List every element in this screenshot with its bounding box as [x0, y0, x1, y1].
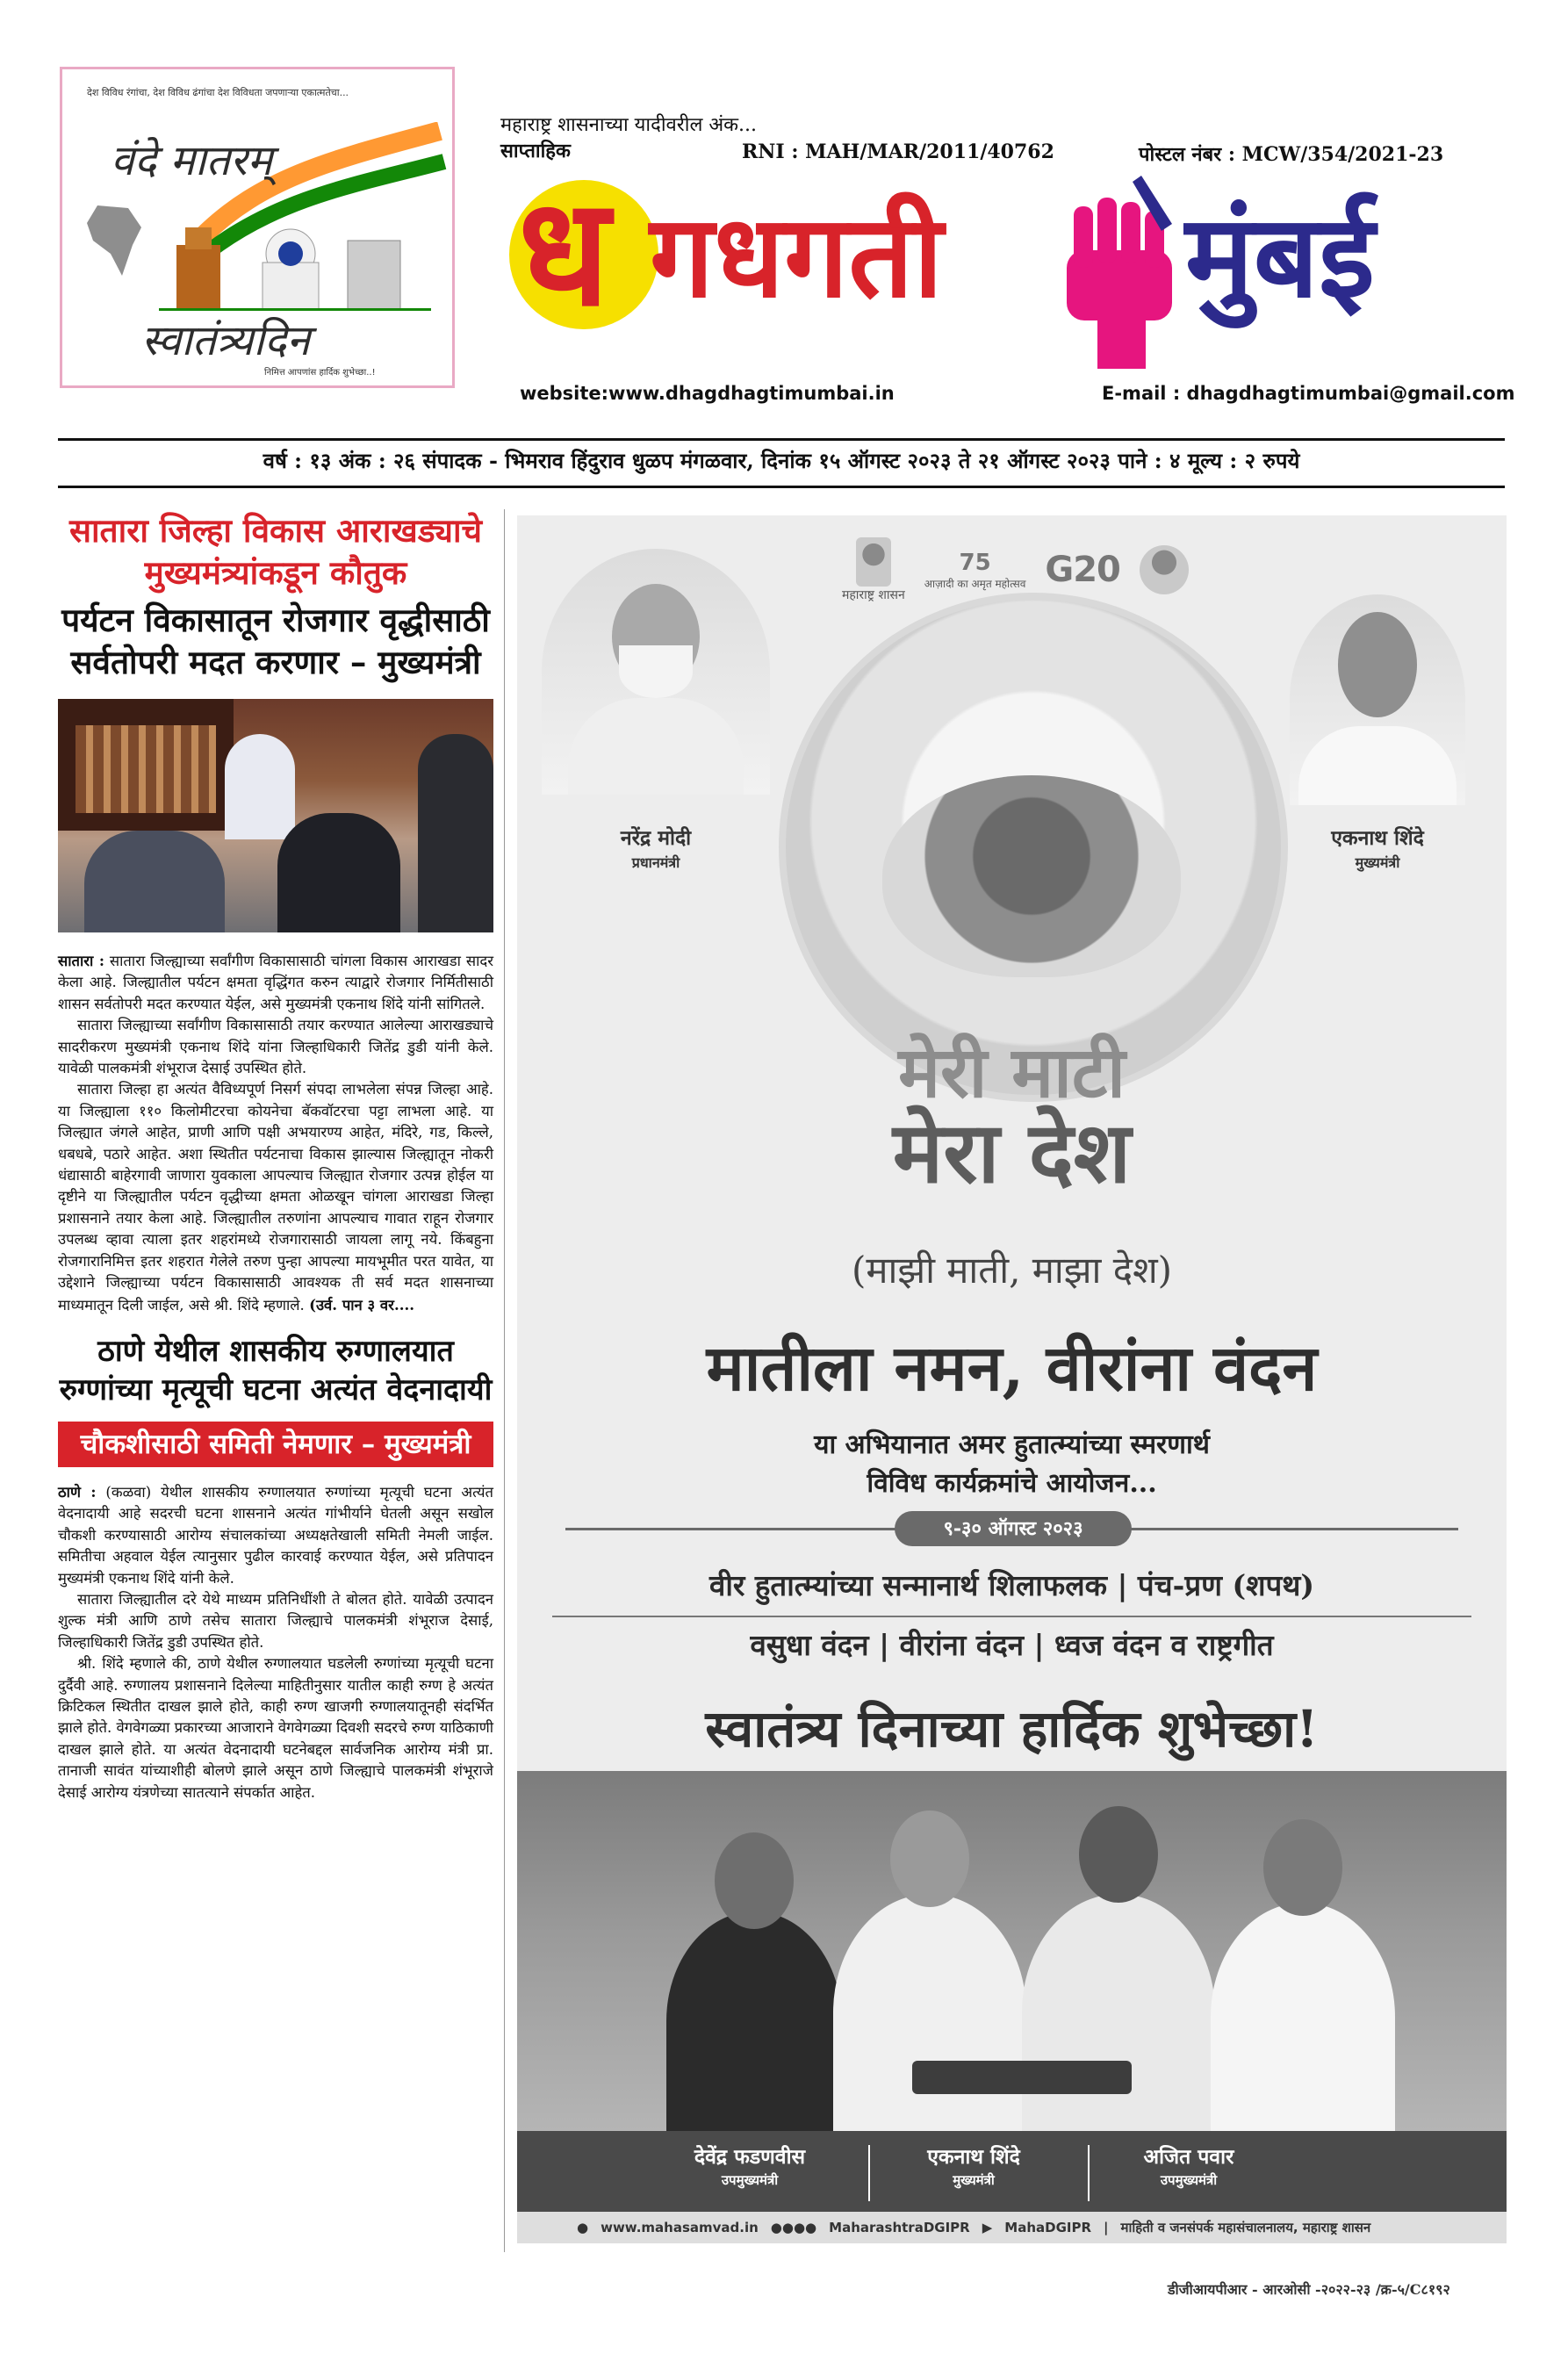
- independence-day-greeting: स्वातंत्र्य दिनाच्या हार्दिक शुभेच्छा!: [705, 1699, 1319, 1759]
- photo-person: [277, 813, 400, 932]
- campaign-desc-line1: या अभियानात अमर हुतात्म्यांच्या स्मरणार्थ: [814, 1429, 1210, 1460]
- photo-person-head: [890, 1810, 969, 1907]
- leaders-group-photo: [517, 1771, 1507, 2131]
- story2-dateline: ठाणे :: [58, 1482, 97, 1501]
- footer-social-handle-2[interactable]: MahaDGIPR: [1004, 2220, 1092, 2235]
- photo-person: [225, 734, 295, 839]
- footer-separator: |: [1104, 2220, 1109, 2235]
- leader-role: उपमुख्यमंत्री: [1160, 2172, 1218, 2188]
- leader-role: मुख्यमंत्री: [953, 2172, 995, 2188]
- story2-paragraph: श्री. शिंदे म्हणाले की, ठाणे येथील रुग्णालयात घडलेली रुग्णांच्या मृत्यूची घटना दुर्दैवी आहे. रुग्णालय प्रशासनाने दिलेल्या माहितीनुसार यातील काही रुग्ण हे अत्यंत क्रिटिकल स्थितीत दाखल झाले होते, काही रुग्ण खाजगी रुग्णालयातूनही संदर्भित झाले होते. वेगवेगळ्या प्रकारच्या आजाराने वेगवेगळ्या दिवशी सदरचे रुग्ण याठिकाणी दाखल झाले होते. या अत्यंत वेदनादायी घटनेबद्दल सार्वजनिक आरोग्य मंत्री प्रा. तानाजी सावंत यांच्याशीही बोलणे झाले असून ठाणे जिल्ह्याचे पालकमंत्री शंभूराजे देसाई आरोग्य यंत्रणेच्या सातत्याने संपर्कात आहेत.: [58, 1655, 493, 1801]
- rule: [58, 438, 1505, 441]
- leaders-names-bar: [517, 2131, 1507, 2212]
- govt-list-line: महाराष्ट्र शासनाच्या यादीवरील अंक...: [500, 114, 758, 136]
- modi-caption: [577, 823, 735, 872]
- modi-role: प्रधानमंत्री: [631, 854, 680, 871]
- program-line2: वसुधा वंदन | वीरांना वंदन | ध्वज वंदन व राष्ट्रगीत: [750, 1628, 1274, 1662]
- campaign-desc-line2: विविध कार्यक्रमांचे आयोजन...: [867, 1468, 1157, 1499]
- portrait-body: [568, 698, 744, 795]
- footer-social-handle[interactable]: MaharashtraDGIPR: [829, 2220, 970, 2235]
- fist-pen-icon: [1058, 171, 1181, 373]
- greeting-tagline: देश विविध रंगांचा, देश विविध ढंगांचा देश विविधता जपणाऱ्या एकात्मतेचा...: [87, 87, 349, 98]
- story1-paragraph: [58, 950, 493, 1015]
- modi-name: नरेंद्र मोदी: [620, 826, 692, 850]
- story1-dateline: सातारा :: [58, 952, 104, 969]
- azadi-logo: [924, 550, 1026, 591]
- logo-mumbai: मुंबई: [1185, 189, 1375, 323]
- logo-dha-letter: ध: [518, 164, 610, 340]
- portrait-head: [1338, 612, 1417, 717]
- hands-with-soil: [882, 775, 1181, 977]
- website-link[interactable]: website:www.dhagdhagtimumbai.in: [520, 383, 895, 404]
- photo-person: [1022, 1894, 1215, 2131]
- ad-release-code: डीजीआयपीआर - आरओसी -२०२२-२३ /क्र-५/C८१९२: [1168, 2281, 1450, 2298]
- program-divider: [552, 1616, 1471, 1617]
- story1-paragraph-text: सातारा जिल्ह्याच्या सर्वांगीण विकासासाठी चांगला विकास आराखडा सादर केला आहे. जिल्ह्यातील पर्यटन क्षमता वृद्धिंगत करुन त्याद्वारे रोजगार निर्मितीसाठी शासन सर्वतोपरी मदत करण्यात येईल, असे मुख्यमंत्री एकनाथ शिंदे यांनी सांगितले.: [58, 953, 493, 1012]
- left-news-column: [58, 509, 493, 1803]
- program-line1: वीर हुतात्म्यांच्या सन्मानार्थ शिलाफलक | पंच-प्रण (शपथ): [709, 1568, 1314, 1602]
- photo-person: [666, 1911, 842, 2131]
- maharashtra-emblem: [842, 537, 905, 603]
- india-map-icon: [80, 201, 150, 280]
- names-separator: [1088, 2145, 1090, 2201]
- issue-info-bar: वर्ष : १३ अंक : २६ संपादक - भिमराव हिंदुराव धुळप मंगळवार, दिनांक १५ ऑगस्ट २०२३ ते २१ ऑगस्ट २०२३ पाने : ४ मूल्य : २ रुपये: [263, 448, 1300, 473]
- g20-logo: [1045, 550, 1120, 590]
- leader-caption: [881, 2142, 1066, 2189]
- monuments-illustration: [159, 214, 431, 311]
- leader-caption: [1101, 2142, 1277, 2189]
- g20-text: G20: [1045, 550, 1120, 590]
- ad-footer-strip: [517, 2212, 1507, 2243]
- emblem-label: महाराष्ट्र शासन: [842, 587, 905, 602]
- independence-day-greeting-ad: [60, 67, 455, 388]
- story2-headline: ठाणे येथील शासकीय रुग्णालयात रुग्णांच्या मृत्यूची घटना अत्यंत वेदनादायी: [59, 1333, 493, 1407]
- campaign-date-pill: ९-३० ऑगस्ट २०२३: [895, 1511, 1132, 1546]
- seal-icon: [1140, 545, 1189, 594]
- campaign-title-line2: मेरा देश: [892, 1103, 1132, 1202]
- campaign-title-line1: मेरी माटी: [898, 1031, 1126, 1113]
- photo-person: [84, 831, 225, 932]
- soil-in-hands-image: [779, 593, 1288, 1102]
- leader-name: देवेंद्र फडणवीस: [694, 2145, 806, 2169]
- modi-portrait: [542, 549, 770, 795]
- emblem-icon: [856, 537, 891, 587]
- story2-banner: चौकशीसाठी समिती नेमणार – मुख्यमंत्री: [58, 1422, 493, 1467]
- swatantryadin-text: स्वातंत्र्यदिन: [141, 316, 311, 365]
- photo-shelf: [76, 725, 216, 813]
- portrait-beard: [619, 645, 693, 698]
- leader-caption: [653, 2142, 846, 2189]
- campaign-marathi-title: (माझी माती, माझा देश): [851, 1249, 1173, 1292]
- azadi-number: 75: [959, 549, 991, 576]
- greeting-wish-text: निमित्त आपणांस हार्दिक शुभेच्छा..!: [264, 368, 376, 378]
- photo-person-head: [715, 1832, 794, 1929]
- logo-dhagdhagti: गधगती: [650, 189, 944, 323]
- story1-paragraph: [58, 1079, 493, 1315]
- leader-name: अजित पवार: [1143, 2145, 1234, 2169]
- photo-person: [1211, 1903, 1395, 2131]
- shinde-caption: [1290, 823, 1465, 872]
- story1-headline-black: पर्यटन विकासातून रोजगार वृद्धीसाठी सर्वतोपरी मदत करणार – मुख्यमंत्री: [61, 601, 490, 681]
- train-model: [912, 2061, 1132, 2094]
- story1-headline-red: सातारा जिल्हा विकास आराखड्याचे मुख्यमंत्र्यांकडून कौतुक: [68, 511, 483, 592]
- portrait-body: [1298, 726, 1457, 805]
- footer-department: माहिती व जनसंपर्क महासंचालनालय, महाराष्ट्र शासन: [1120, 2220, 1371, 2235]
- email-link[interactable]: E-mail : dhagdhagtimumbai@gmail.com: [1102, 383, 1515, 404]
- youtube-icon: ▶: [982, 2220, 993, 2235]
- shinde-name: एकनाथ शिंदे: [1331, 826, 1424, 850]
- story2-paragraph: सातारा जिल्ह्यातील दरे येथे माध्यम प्रतिनिधींशी ते बोलत होते. यावेळी उत्पादन शुल्क मंत्री आणि ठाणे तसेच सातारा जिल्ह्याचे पालकमंत्री शंभूराज देसाई, जिल्हाधिकारी जितेंद्र डुडी उपस्थित होते.: [58, 1590, 493, 1651]
- leader-name: एकनाथ शिंदे: [927, 2145, 1020, 2169]
- meri-mati-mera-desh-ad: [517, 515, 1507, 2243]
- postal-number: पोस्टल नंबर : MCW/354/2021-23: [1139, 143, 1444, 166]
- social-icons: ●●●●: [770, 2220, 817, 2235]
- weekly-label: साप्ताहिक: [500, 140, 571, 162]
- rule: [58, 486, 1505, 488]
- story1-paragraph-text: सातारा जिल्हा हा अत्यंत वैविध्यपूर्ण निसर्ग संपदा लाभलेला संपन्न जिल्हा आहे. या जिल्ह्याला ११० किलोमीटरचा कोयनेचा बॅकवॉटरचा पट्टा लाभला आहे. या जिल्ह्यात जंगले आहेत, प्राणी आणि पक्षी अभयारण्य आहेत, मंदिरे, गड, किल्ले, धबधबे, पठारे आहेत. अशा स्थितीत पर्यटनाचा विकास झाल्यास जिल्ह्यातून नोकरी धंद्यासाठी बाहेरगावी जाणारा युवकाला आपल्याच जिल्ह्यात रोजगार उत्पन्न होईल या दृष्टीने या जिल्ह्यातील पर्यटन वृद्धीच्या क्षमता ओळखून चांगला आराखडा जिल्हा प्रशासनाने तयार केला आहे. जिल्ह्यातील तरुणांना आपल्याच गावात राहून रोजगार उपलब्ध व्हावा त्याला इतर शहरांमध्ये रोजगारासाठी जायला लागू नये. किंबहुना रोजगारानिमित्त इतर शहरात गेलेले तरुण पुन्हा आपल्या मायभूमीत परत यावेत, या उद्देशाने जिल्ह्याच्या पर्यटन विकासासाठी आवश्यक ती सर्व मदत शासनाच्या माध्यमातून दिली जाईल, असे श्री. शिंदे म्हणाले.: [58, 1081, 493, 1314]
- azadi-label: आज़ादी का अमृत महोत्सव: [924, 577, 1026, 590]
- photo-person: [418, 734, 493, 932]
- seal-logo: [1140, 545, 1189, 594]
- photo-person-head: [1079, 1806, 1158, 1903]
- continued-note[interactable]: (उर्व. पान ३ वर....: [309, 1295, 415, 1314]
- shinde-portrait: [1290, 594, 1465, 805]
- story1-photo: [58, 699, 493, 932]
- column-divider: [504, 509, 505, 2252]
- story2-paragraph: [58, 1481, 493, 1589]
- story1-paragraph: सातारा जिल्ह्याच्या सर्वांगीण विकासासाठी तयार करण्यात आलेल्या आराखड्याचे सादरीकरण मुख्यमंत्री एकनाथ शिंदे यांना जिल्हाधिकारी जितेंद्र डुडी यांनी केले. यावेळी पालकमंत्री शंभूराज देसाई उपस्थित होते.: [58, 1017, 493, 1077]
- newspaper-logo: [509, 164, 1466, 373]
- campaign-slogan: मातीला नमन, वीरांना वंदन: [706, 1330, 1318, 1405]
- leader-role: उपमुख्यमंत्री: [721, 2172, 779, 2188]
- photo-person-head: [1263, 1819, 1342, 1916]
- rni-number: RNI : MAH/MAR/2011/40762: [742, 140, 1054, 163]
- photo-person: [833, 1894, 1026, 2131]
- footer-website[interactable]: www.mahasamvad.in: [601, 2220, 759, 2235]
- vande-mataram-text: वंदे मातरम्: [111, 136, 273, 185]
- names-separator: [868, 2145, 870, 2201]
- globe-icon: ●: [577, 2220, 589, 2235]
- shinde-role: मुख्यमंत्री: [1355, 854, 1400, 871]
- story2-paragraph-text: (कळवा) येथील शासकीय रुग्णालयात रुग्णांच्या मृत्यूची घटना अत्यंत वेदनादायी आहे सदरची घटना शासनाने अत्यंत गांभीर्याने घेतली असून सखोल चौकशी करण्यासाठी आरोग्य संचालकांच्या अध्यक्षतेखाली समिती नेमली जाईल. समितीचा अहवाल येईल त्यानुसार पुढील कारवाई करण्यात येईल, असे प्रतिपादन मुख्यमंत्री एकनाथ शिंदे यांनी केले.: [58, 1483, 494, 1587]
